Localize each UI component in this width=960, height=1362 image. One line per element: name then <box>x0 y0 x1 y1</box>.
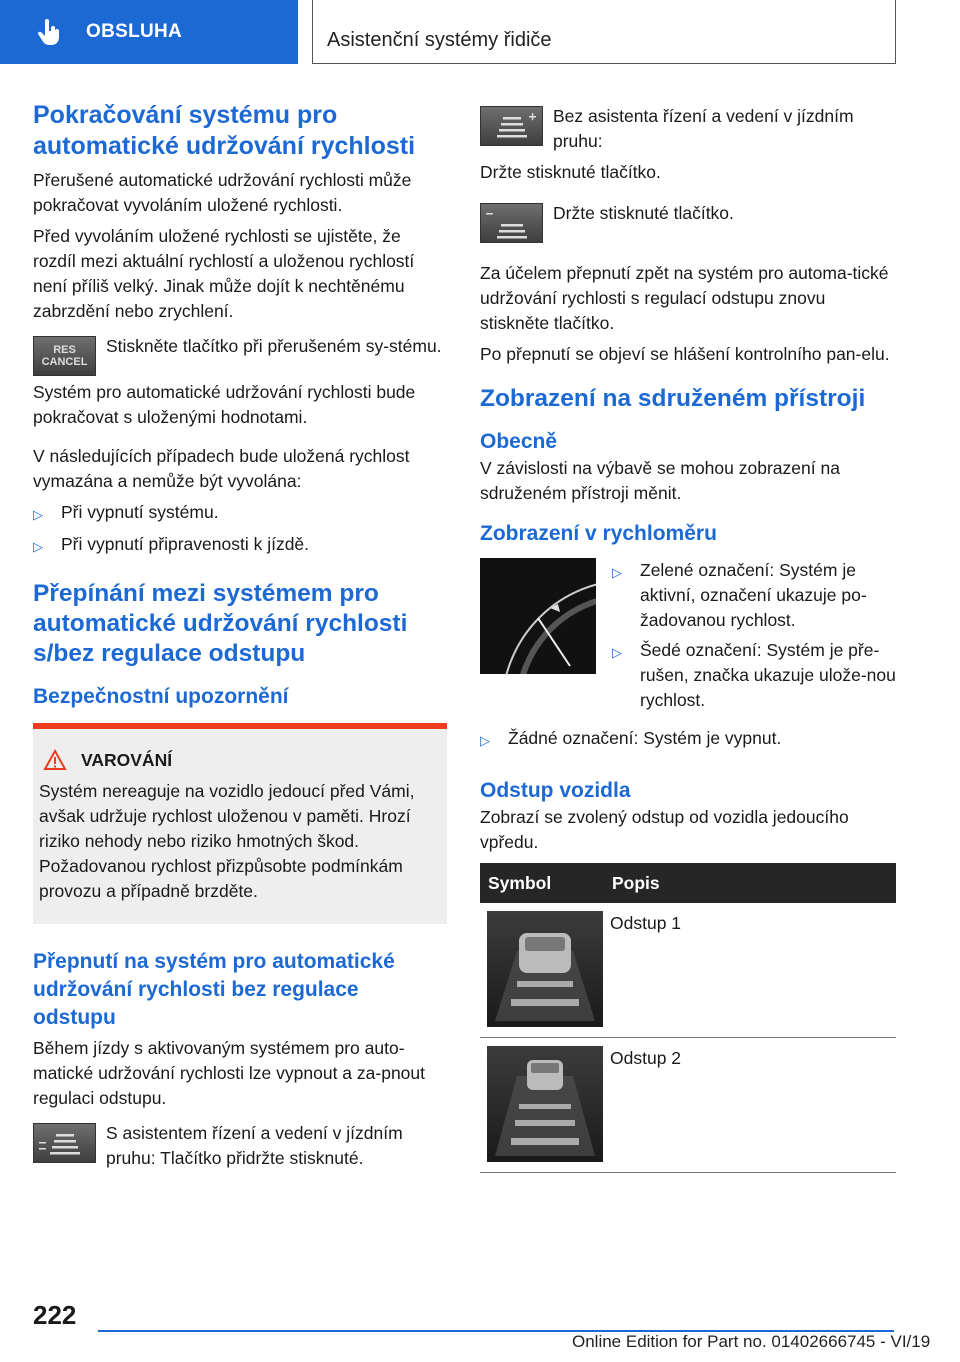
list-item: ▷ Žádné označení: Systém je vypnut. <box>480 726 896 753</box>
list-item: ▷ Šedé označení: Systém je pře-rušen, značka ukazuje ulože-nou rychlost. <box>612 638 896 713</box>
heading-safety: Bezpečnostní upozornění <box>33 685 289 708</box>
triangle-bullet-icon: ▷ <box>33 507 43 522</box>
list-item: ▷ Při vypnutí systému. <box>33 500 447 527</box>
paragraph: Držte stisknuté tlačítko. <box>480 162 661 182</box>
paragraph: Po přepnutí se objeví se hlášení kontrolního pan-elu. <box>480 344 890 364</box>
warning-title: VAROVÁNÍ <box>81 749 173 770</box>
column-header-symbol: Symbol <box>480 863 604 903</box>
noassist-text: Bez asistenta řízení a vedení v jízdním pruhu: <box>553 106 854 151</box>
section-tab <box>0 0 298 64</box>
paragraph: Před vyvoláním uložené rychlosti se ujistěte, že rozdíl mezi aktuální rychlostí a uloženou rychlostí není příliš velký. Jinak může dojít k nechtěnému zabrzdění nebo zrychlení. <box>33 226 415 321</box>
paragraph: Za účelem přepnutí zpět na systém pro automa-tické udržování rychlosti s regulací odstupu znovu stiskněte tlačítko. <box>480 263 889 333</box>
paragraph: Během jízdy s aktivovaným systémem pro auto-matické udržování rychlosti lze vypnout a za-pnout regulaci odstupu. <box>33 1038 425 1108</box>
page-number: 222 <box>33 1300 77 1330</box>
left-column <box>33 100 447 1175</box>
distance-1-car-icon <box>487 911 603 1027</box>
paragraph: V závislosti na výbavě se mohou zobrazení na sdruženém přístroji měnit. <box>480 458 840 503</box>
warning-text: Systém nereaguje na vozidlo jedoucí před Vámi, avšak udržuje rychlost uloženou v paměti. Hrozí riziko nehody nebo riziko hmotných škod. Požadovanou rychlost přizpůsobte podmínkám provozu a případně brzděte. <box>39 781 415 901</box>
res-cancel-text: Stiskněte tlačítko při přerušeném sy-stému. <box>106 336 442 356</box>
paragraph: Přerušené automatické udržování rychlosti může pokračovat vyvoláním uložené rychlosti. <box>33 170 412 215</box>
triangle-bullet-icon: ▷ <box>612 645 622 660</box>
right-column <box>480 104 896 1173</box>
distance-minus-button-icon <box>480 203 543 243</box>
distance-plus-button-icon <box>480 106 543 146</box>
assist-text: S asistentem řízení a vedení v jízdním pruhu: Tlačítko přidržte stisknuté. <box>106 1123 403 1168</box>
table-cell-desc: Odstup 2 <box>604 1038 896 1173</box>
warning-triangle-icon <box>43 749 67 771</box>
table-row <box>480 1038 896 1173</box>
heading-distance: Odstup vozidla <box>480 779 631 802</box>
paragraph: V následujících případech bude uložená rychlost vymazána a nemůže být vyvolána: <box>33 446 410 491</box>
cancel-label: CANCEL <box>41 356 88 368</box>
triangle-bullet-icon: ▷ <box>480 733 490 748</box>
speedo-row <box>480 558 896 718</box>
speedometer-image <box>480 558 596 674</box>
hold-row <box>480 201 896 243</box>
chapter-header <box>312 0 896 64</box>
noassist-row <box>480 104 896 154</box>
res-cancel-button-icon <box>33 336 96 376</box>
heading-switch: Přepínání mezi systémem pro automatické udržování rychlosti s/bez regulace odstupu <box>33 580 408 667</box>
list-item: ▷ Při vypnutí připravenosti k jízdě. <box>33 532 447 559</box>
heading-general: Obecně <box>480 430 558 453</box>
triangle-bullet-icon: ▷ <box>612 565 622 580</box>
heading-speedo: Zobrazení v rychloměru <box>480 522 717 545</box>
distance-button-icon <box>33 1123 96 1163</box>
distance-table <box>480 863 896 1173</box>
table-cell-desc: Odstup 1 <box>604 903 896 1038</box>
res-label: RES <box>53 344 76 356</box>
column-header-desc: Popis <box>604 863 896 903</box>
list-item: ▷ Zelené označení: Systém je aktivní, označení ukazuje po-žadovanou rychlost. <box>612 558 896 633</box>
paragraph: Systém pro automatické udržování rychlosti bude pokračovat s uloženými hodnotami. <box>33 382 416 427</box>
heading-switch-to: Přepnutí na systém pro automatické udržování rychlosti bez regulace odstupu <box>33 950 395 1029</box>
triangle-bullet-icon: ▷ <box>33 539 43 554</box>
res-cancel-row <box>33 334 447 376</box>
heading-resume: Pokračování systému pro automatické udržování rychlosti <box>33 101 416 160</box>
warning-header <box>39 749 441 771</box>
table-header-row <box>480 863 896 903</box>
heading-display: Zobrazení na sdruženém přístroji <box>480 385 866 412</box>
chapter-title: Asistenční systémy řidiče <box>327 29 552 51</box>
table-row <box>480 903 896 1038</box>
distance-2-car-icon <box>487 1046 603 1162</box>
section-label: OBSLUHA <box>86 21 183 42</box>
edition-text: Online Edition for Part no. 01402666745 - VI/19 <box>572 1332 931 1351</box>
paragraph: Zobrazí se zvolený odstup od vozidla jedoucího vpředu. <box>480 807 849 852</box>
hand-touch-icon <box>36 18 64 46</box>
hold-text: Držte stisknuté tlačítko. <box>553 203 734 223</box>
warning-box <box>33 723 447 924</box>
assist-row <box>33 1121 447 1171</box>
